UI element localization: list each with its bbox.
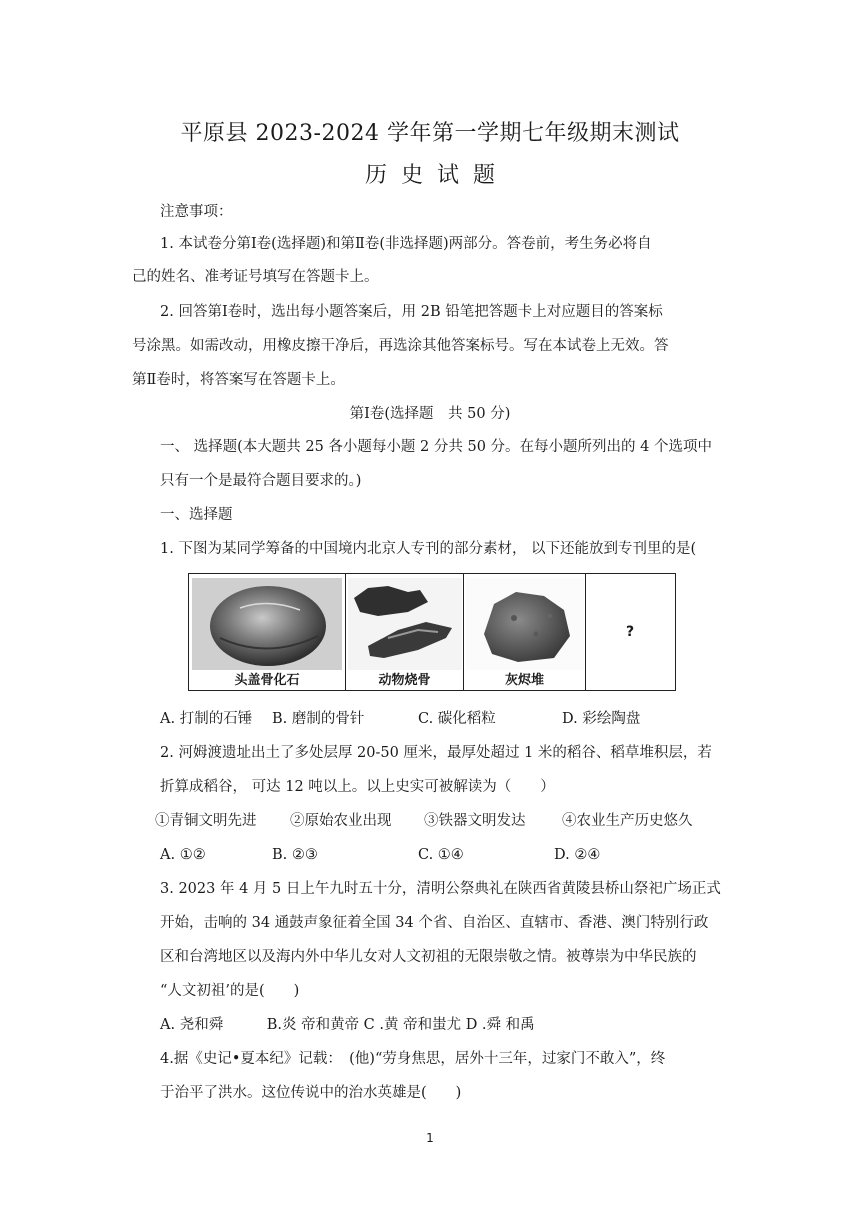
caption-burnt-bone: 动物烧骨 bbox=[378, 673, 431, 688]
exam-subtitle: 历史试题 bbox=[364, 163, 509, 188]
section-title: 第Ⅰ卷(选择题 共 50 分) bbox=[349, 406, 511, 422]
q1-option-c: C. 碳化稻粒 bbox=[418, 711, 496, 727]
q1-option-b: B. 磨制的骨针 bbox=[272, 711, 365, 727]
skull-fossil-cell bbox=[189, 574, 346, 690]
ash-pile-cell bbox=[464, 574, 586, 690]
notice-line: 1. 本试卷分第Ⅰ卷(选择题)和第Ⅱ卷(非选择题)两部分。答卷前，考生务必将自 bbox=[160, 236, 652, 252]
question-3-stem: 区和台湾地区以及海内外中华儿女对人文初祖的无限崇敬之情。被尊崇为中华民族的 bbox=[160, 949, 697, 965]
question-2-stem: 2. 河姆渡遗址出土了多处层厚 20-50 厘米，最厚处超过 1 米的稻谷、稻草堆积层，若 bbox=[160, 745, 712, 761]
question-3-stem: 开始，击响的 34 通鼓声象征着全国 34 个省、自治区、直辖市、香港、澳门特别行政 bbox=[160, 915, 709, 931]
question-3-stem: 3. 2023 年 4 月 5 日上午九时五十分，清明公祭典礼在陕西省黄陵县桥山祭祀广场正式 bbox=[160, 881, 721, 897]
section-heading: 一、选择题 bbox=[160, 507, 233, 523]
ash-pile-image bbox=[466, 578, 584, 670]
section-instruction: 只有一个是最符合题目要求的。) bbox=[160, 473, 362, 489]
q2-option-c: C. ①④ bbox=[418, 847, 464, 863]
notice-line: 第Ⅱ卷时，将答案写在答题卡上。 bbox=[132, 372, 345, 388]
page-number: 1 bbox=[426, 1131, 434, 1145]
q2-option-a: A. ①② bbox=[160, 847, 206, 863]
q1-option-d: D. 彩绘陶盘 bbox=[562, 711, 641, 727]
question-4-stem: 于治平了洪水。这位传说中的治水英雄是( ) bbox=[160, 1085, 462, 1101]
notice-line: 己的姓名、准考证号填写在答题卡上。 bbox=[132, 269, 379, 285]
question-3-stem: “人文初祖’的是( ) bbox=[160, 983, 300, 999]
notice-line: 号涂黑。如需改动，用橡皮擦干净后，再选涂其他答案标号。写在本试卷上无效。答 bbox=[132, 338, 669, 354]
q2-option-d: D. ②④ bbox=[554, 847, 601, 863]
q2-item: ③铁器文明发达 bbox=[424, 813, 526, 829]
section-instruction: 一、 选择题(本大题共 25 各小题每小题 2 分共 50 分。在每小题所列出的 4 个选项中 bbox=[160, 439, 712, 455]
question-1-stem: 1. 下图为某同学筹备的中国境内北京人专刊的部分素材， 以下还能放到专刊里的是( bbox=[160, 541, 697, 557]
q2-item: ②原始农业出现 bbox=[290, 813, 392, 829]
caption-ash-pile: 灰烬堆 bbox=[504, 673, 544, 688]
burnt-bone-image bbox=[348, 578, 462, 670]
q1-option-a: A. 打制的石锤 bbox=[160, 711, 253, 727]
caption-skull: 头盖骨化石 bbox=[234, 673, 300, 688]
q2-option-b: B. ②③ bbox=[272, 847, 318, 863]
notice-line: 2. 回答第Ⅰ卷时，选出每小题答案后，用 2B 铅笔把答题卡上对应题目的答案标 bbox=[160, 304, 663, 320]
unknown-cell bbox=[586, 574, 674, 690]
notice-heading: 注意事项： bbox=[160, 204, 233, 220]
question-4-stem: 4.据《史记•夏本纪》记载： (他)“劳身焦思，居外十三年，过家门不敢入”，终 bbox=[160, 1051, 666, 1067]
burnt-bone-cell bbox=[346, 574, 464, 690]
question-1-figure bbox=[188, 573, 676, 691]
q3-options: A. 尧和舜 B.炎 帝和黄帝 C .黄 帝和蚩尤 D .舜 和禹 bbox=[160, 1017, 535, 1033]
skull-fossil-image bbox=[190, 578, 344, 672]
q2-item: ④农业生产历史悠久 bbox=[562, 813, 693, 829]
question-mark: ? bbox=[625, 624, 635, 640]
question-2-stem: 折算成稻谷， 可达 12 吨以上。以上史实可被解读为（ ） bbox=[160, 779, 555, 795]
exam-title: 平原县 2023-2024 学年第一学期七年级期末测试 bbox=[180, 121, 680, 146]
q2-item: ①青铜文明先进 bbox=[155, 813, 257, 829]
